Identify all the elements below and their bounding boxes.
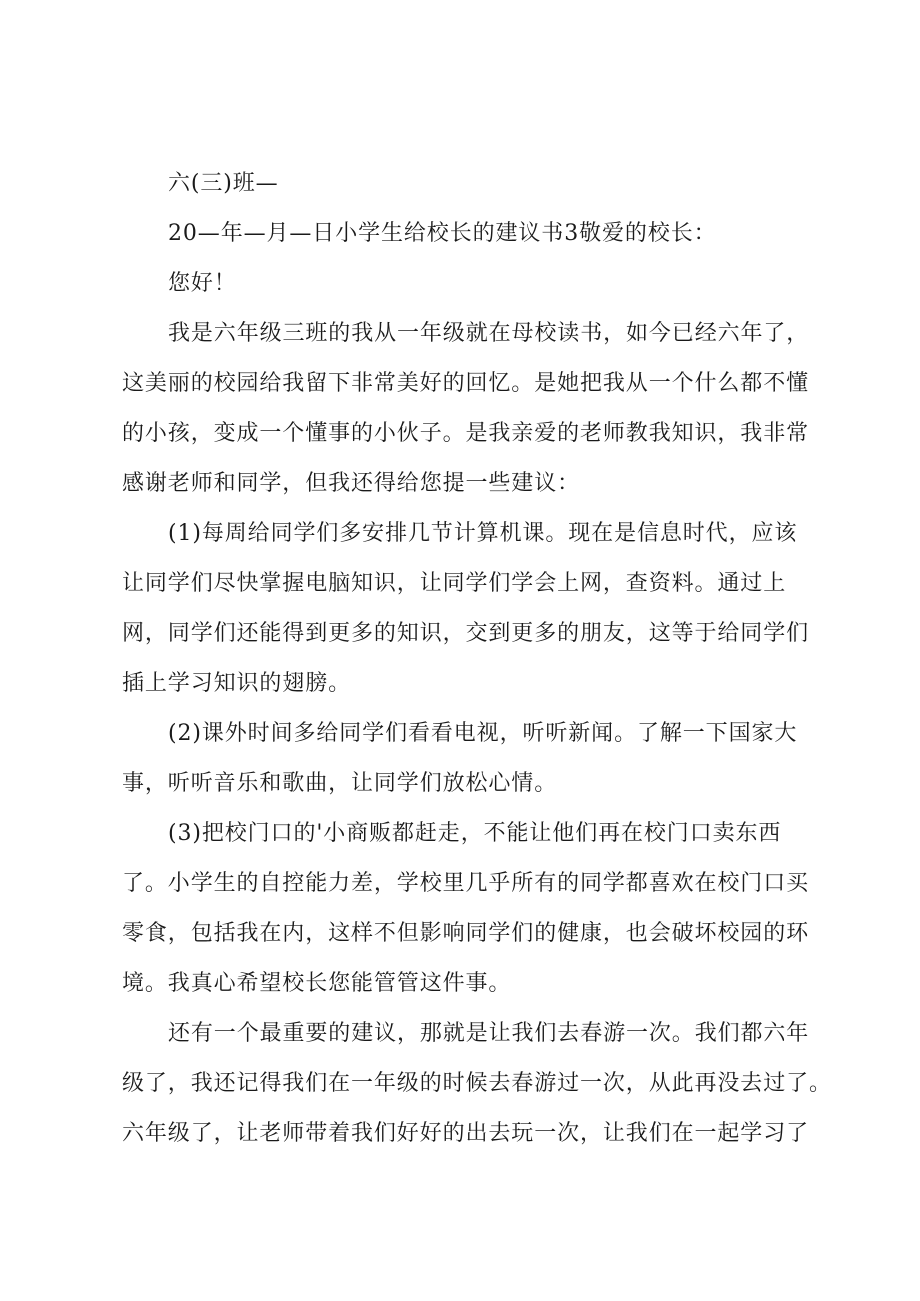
suggestion-3-line: (3)把校门口的'小商贩都赶走，不能让他们再在校门口卖东西 <box>168 821 782 846</box>
suggestion-1-line: 让同学们尽快掌握电脑知识，让同学们学会上网，查资料。通过上 <box>122 571 787 596</box>
suggestion-2-line: 事，听听音乐和歌曲，让同学们放松心情。 <box>122 771 558 796</box>
spring-trip-line: 六年级了，让老师带着我们好好的出去玩一次，让我们在一起学习了 <box>122 1121 810 1146</box>
suggestion-2-line: (2)课外时间多给同学们看看电视，听听新闻。了解一下国家大 <box>168 721 798 746</box>
suggestion-3-line: 了。小学生的自控能力差，学校里几乎所有的同学都喜欢在校门口买 <box>122 871 810 896</box>
paragraph-intro-line: 感谢老师和同学，但我还得给您提一些建议： <box>122 471 581 496</box>
date-title-line: 20—年—月—日小学生给校长的建议书3敬爱的校长： <box>168 221 717 246</box>
suggestion-1-line: 插上学习知识的翅膀。 <box>122 671 352 696</box>
spring-trip-line: 还有一个最重要的建议，那就是让我们去春游一次。我们都六年 <box>168 1021 810 1046</box>
suggestion-1-line: 网，同学们还能得到更多的知识，交到更多的朋友，这等于给同学们 <box>122 621 810 646</box>
suggestion-1-line: (1)每周给同学们多安排几节计算机课。现在是信息时代，应该 <box>168 521 798 546</box>
suggestion-3-line: 境。我真心希望校长您能管管这件事。 <box>122 971 512 996</box>
paragraph-intro-line: 这美丽的校园给我留下非常美好的回忆。是她把我从一个什么都不懂 <box>122 371 810 396</box>
paragraph-intro-line: 的小孩，变成一个懂事的小伙子。是我亲爱的老师教我知识，我非常 <box>122 421 810 446</box>
suggestion-3-line: 零食，包括我在内，这样不但影响同学们的健康，也会破坏校园的环 <box>122 921 810 946</box>
greeting-line: 您好！ <box>168 271 237 296</box>
class-line: 六(三)班— <box>168 171 279 196</box>
spring-trip-line: 级了，我还记得我们在一年级的时候去春游过一次，从此再没去过了。 <box>122 1071 832 1096</box>
paragraph-intro-line: 我是六年级三班的我从一年级就在母校读书，如今已经六年了， <box>168 321 810 346</box>
